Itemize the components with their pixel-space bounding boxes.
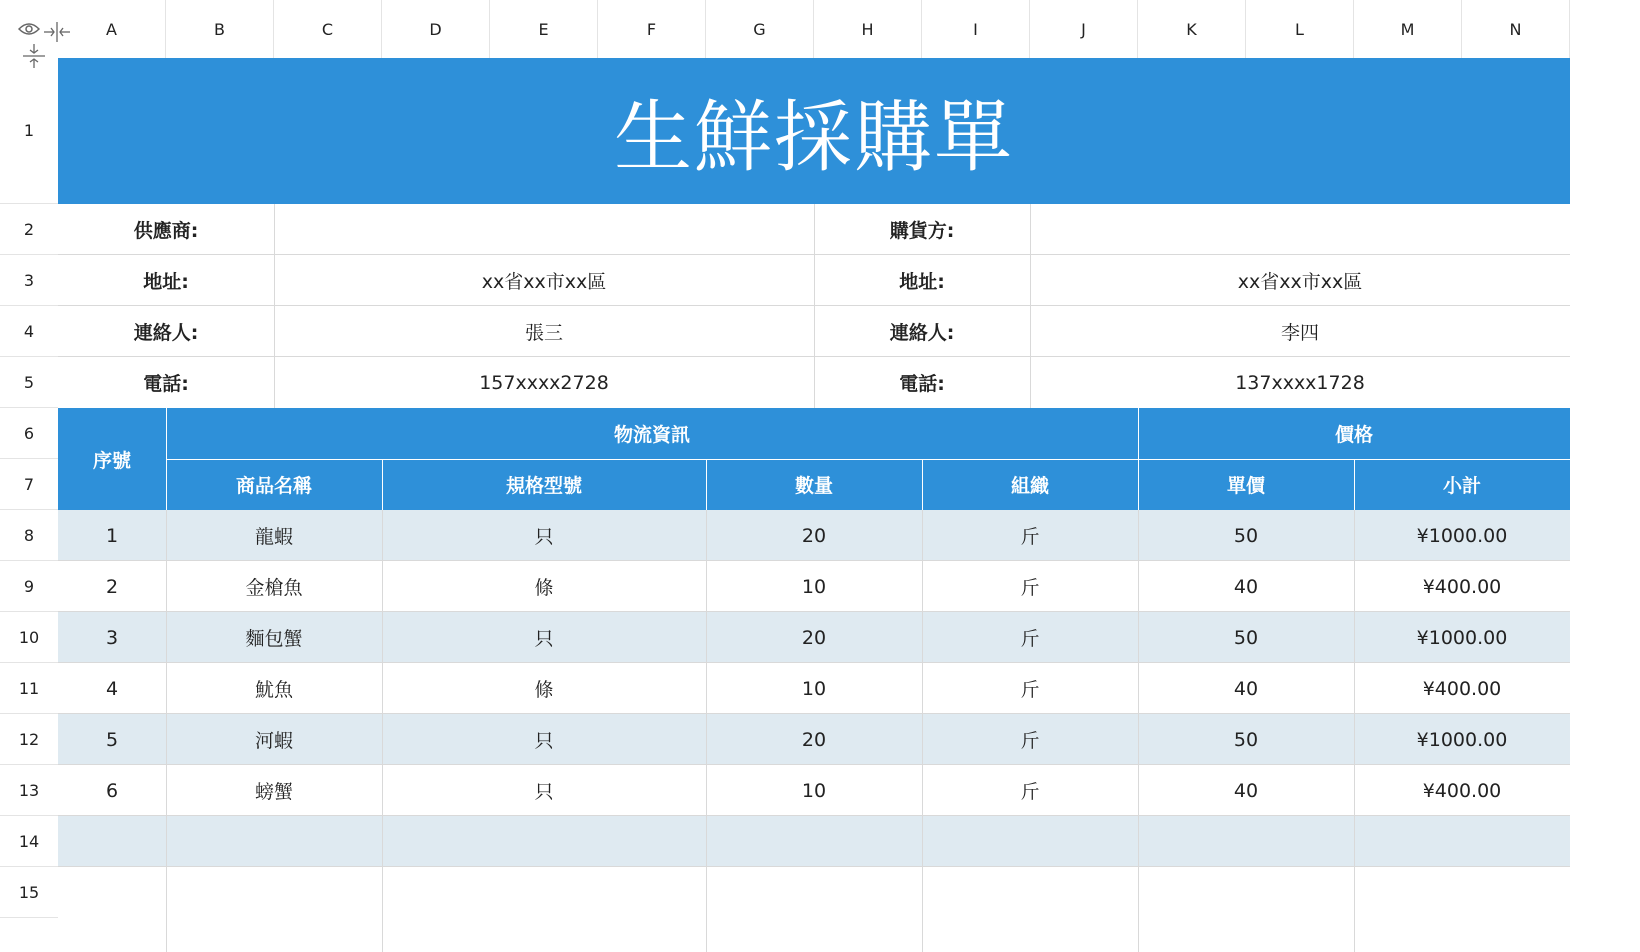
cell-subtotal[interactable]: ¥1000.00 <box>1416 626 1508 649</box>
seq-header[interactable]: 序號 <box>58 408 166 510</box>
column-header-g[interactable]: G <box>706 0 814 58</box>
cell-spec[interactable]: 條 <box>534 679 554 701</box>
row-header-7[interactable]: 7 <box>0 459 58 510</box>
supplier-phone-value[interactable]: 157xxxx2728 <box>479 371 609 394</box>
column-header-k[interactable]: K <box>1138 0 1246 58</box>
cell-name[interactable]: 麵包蟹 <box>245 628 303 650</box>
cell-unit-price[interactable]: 50 <box>1233 728 1259 751</box>
supplier-address-label: 地址: <box>143 271 189 293</box>
sheet-corner <box>0 0 58 58</box>
column-header-a[interactable]: A <box>58 0 166 58</box>
cell-subtotal[interactable]: ¥1000.00 <box>1416 524 1508 547</box>
page-title[interactable]: 生鮮採購單 <box>58 58 1570 204</box>
row-header-8[interactable]: 8 <box>0 510 58 561</box>
column-header-d[interactable]: D <box>382 0 490 58</box>
row-header-13[interactable]: 13 <box>0 765 58 816</box>
row-header-2[interactable]: 2 <box>0 204 58 255</box>
cell-unit-price[interactable]: 40 <box>1233 677 1259 700</box>
column-header-e[interactable]: E <box>490 0 598 58</box>
row-band-14 <box>58 816 1570 867</box>
product-name-header[interactable]: 商品名稱 <box>166 459 382 510</box>
logistics-header[interactable]: 物流資訊 <box>166 408 1138 459</box>
cell-quantity[interactable]: 20 <box>801 626 827 649</box>
header-divider <box>922 459 923 510</box>
cell-unit-price[interactable]: 50 <box>1233 524 1259 547</box>
column-header-h[interactable]: H <box>814 0 922 58</box>
cell-spec[interactable]: 只 <box>534 628 554 650</box>
unit-header[interactable]: 組織 <box>922 459 1138 510</box>
header-divider <box>1354 459 1355 510</box>
supplier-phone-label: 電話: <box>143 373 189 395</box>
cell-spec[interactable]: 條 <box>534 577 554 599</box>
row-header-9[interactable]: 9 <box>0 561 58 612</box>
column-header-f[interactable]: F <box>598 0 706 58</box>
buyer-contact-value[interactable]: 李四 <box>1280 322 1319 344</box>
supplier-contact-label: 連絡人: <box>133 322 199 344</box>
cell-seq[interactable]: 3 <box>105 626 119 649</box>
column-header-n[interactable]: N <box>1462 0 1570 58</box>
subtotal-header[interactable]: 小計 <box>1354 459 1570 510</box>
cell-seq[interactable]: 2 <box>105 575 119 598</box>
row-header-10[interactable]: 10 <box>0 612 58 663</box>
cell-subtotal[interactable]: ¥400.00 <box>1422 677 1502 700</box>
cell-quantity[interactable]: 10 <box>801 575 827 598</box>
cell-seq[interactable]: 4 <box>105 677 119 700</box>
cell-unit-price[interactable]: 50 <box>1233 626 1259 649</box>
cell-subtotal[interactable]: ¥400.00 <box>1422 575 1502 598</box>
row-header-11[interactable]: 11 <box>0 663 58 714</box>
column-header-m[interactable]: M <box>1354 0 1462 58</box>
cell-unit-price[interactable]: 40 <box>1233 779 1259 802</box>
row-header-5[interactable]: 5 <box>0 357 58 408</box>
header-divider <box>166 459 1570 460</box>
price-header[interactable]: 價格 <box>1138 408 1570 459</box>
supplier-contact-value[interactable]: 張三 <box>524 322 563 344</box>
cell-spec[interactable]: 只 <box>534 781 554 803</box>
eye-icon[interactable] <box>18 22 40 39</box>
column-header-j[interactable]: J <box>1030 0 1138 58</box>
row-header-3[interactable]: 3 <box>0 255 58 306</box>
column-header-c[interactable]: C <box>274 0 382 58</box>
row-header-14[interactable]: 14 <box>0 816 58 867</box>
buyer-contact-label: 連絡人: <box>889 322 955 344</box>
cell-quantity[interactable]: 20 <box>801 728 827 751</box>
cell-unit[interactable]: 斤 <box>1020 781 1040 803</box>
column-header-b[interactable]: B <box>166 0 274 58</box>
header-divider <box>382 459 383 510</box>
quantity-header[interactable]: 數量 <box>706 459 922 510</box>
cell-name[interactable]: 河蝦 <box>254 730 293 752</box>
cell-subtotal[interactable]: ¥400.00 <box>1422 779 1502 802</box>
cell-seq[interactable]: 6 <box>105 779 119 802</box>
buyer-value[interactable] <box>1030 204 1570 255</box>
gridline <box>58 866 1570 867</box>
buyer-phone-value[interactable]: 137xxxx1728 <box>1235 371 1365 394</box>
header-divider <box>706 459 707 510</box>
cell-quantity[interactable]: 10 <box>801 779 827 802</box>
cell-name[interactable]: 龍蝦 <box>254 526 293 548</box>
cell-unit[interactable]: 斤 <box>1020 730 1040 752</box>
cell-name[interactable]: 魷魚 <box>254 679 293 701</box>
row-header-4[interactable]: 4 <box>0 306 58 357</box>
cell-quantity[interactable]: 10 <box>801 677 827 700</box>
row-header-6[interactable]: 6 <box>0 408 58 459</box>
cell-unit[interactable]: 斤 <box>1020 577 1040 599</box>
supplier-label: 供應商: <box>133 220 199 242</box>
cell-subtotal[interactable]: ¥1000.00 <box>1416 728 1508 751</box>
row-header-1[interactable]: 1 <box>0 58 58 204</box>
buyer-phone-label: 電話: <box>899 373 945 395</box>
buyer-address-label: 地址: <box>899 271 945 293</box>
cell-unit[interactable]: 斤 <box>1020 679 1040 701</box>
buyer-address-value[interactable]: xx省xx市xx區 <box>1237 271 1363 293</box>
cell-quantity[interactable]: 20 <box>801 524 827 547</box>
row-header-15[interactable]: 15 <box>0 867 58 918</box>
buyer-label: 購貨方: <box>889 220 955 242</box>
cell-unit-price[interactable]: 40 <box>1233 575 1259 598</box>
spec-header[interactable]: 規格型號 <box>382 459 706 510</box>
cell-spec[interactable]: 只 <box>534 730 554 752</box>
column-header-i[interactable]: I <box>922 0 1030 58</box>
cell-name[interactable]: 螃蟹 <box>254 781 293 803</box>
column-header-l[interactable]: L <box>1246 0 1354 58</box>
cell-unit[interactable]: 斤 <box>1020 526 1040 548</box>
cell-seq[interactable]: 5 <box>105 728 119 751</box>
supplier-value[interactable] <box>274 204 814 255</box>
unit-price-header[interactable]: 單價 <box>1138 459 1354 510</box>
cell-spec[interactable]: 只 <box>534 526 554 548</box>
cell-seq[interactable]: 1 <box>105 524 119 547</box>
row-header-12[interactable]: 12 <box>0 714 58 765</box>
cell-name[interactable]: 金槍魚 <box>245 577 303 599</box>
supplier-address-value[interactable]: xx省xx市xx區 <box>481 271 607 293</box>
cell-unit[interactable]: 斤 <box>1020 628 1040 650</box>
